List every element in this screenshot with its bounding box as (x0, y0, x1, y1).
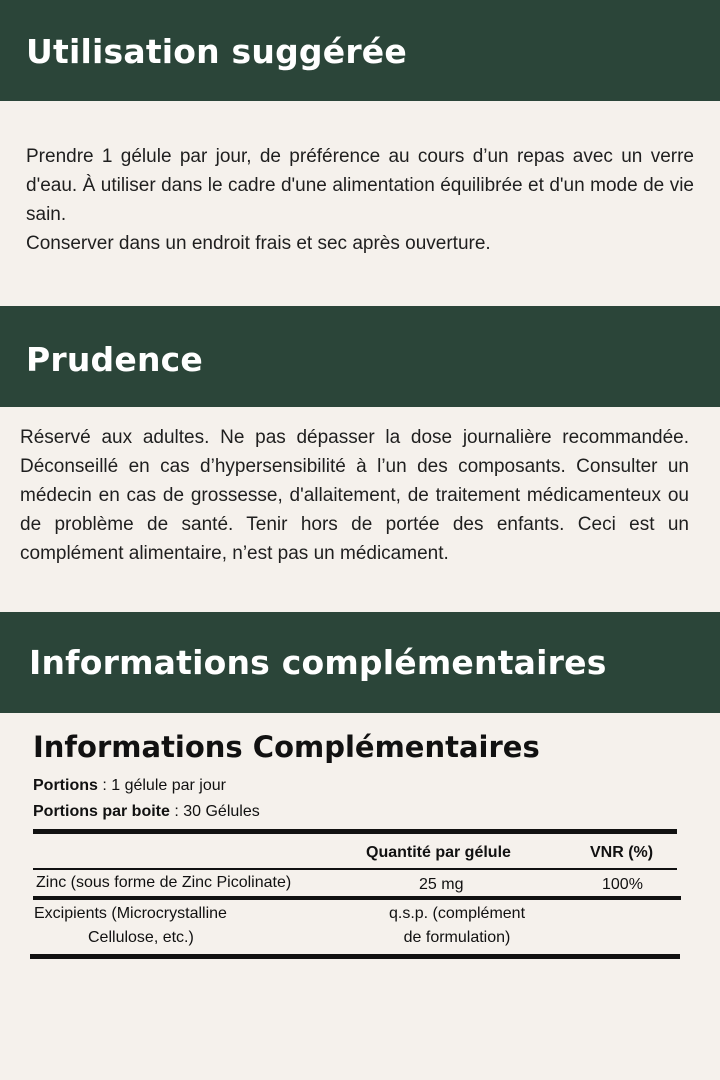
row-excipients-name-line1: Excipients (Microcrystalline (34, 905, 227, 922)
portions-box-line (33, 803, 260, 821)
usage-title: Utilisation suggérée (26, 32, 407, 71)
row-excipients-quantity (362, 902, 552, 950)
caution-header (0, 306, 720, 407)
caution-title: Prudence (26, 340, 203, 379)
usage-paragraph-1: Prendre 1 gélule par jour, de préférence au cours d’un repas avec un verre d'eau. À utiliser dans le cadre d'une alimentation équilibrée et d'un mode de vie sain. (26, 146, 694, 225)
portions-line (33, 777, 226, 795)
info-band-title: Informations complémentaires (29, 643, 607, 682)
usage-paragraph-2: Conserver dans un endroit frais et sec après ouverture. (26, 233, 491, 254)
table-rule-top (33, 829, 677, 834)
row-excipients-name (34, 902, 334, 950)
row-zinc-quantity: 25 mg (419, 876, 464, 893)
row-excipients-qty-line2: de formulation) (403, 929, 511, 946)
row-excipients-name-line2: Cellulose, etc.) (88, 929, 194, 946)
caution-text (20, 423, 689, 568)
usage-header (0, 0, 720, 101)
portions-value: : 1 gélule par jour (97, 777, 226, 794)
table-rule-middle (33, 896, 681, 900)
table-rule-header (33, 868, 677, 870)
table-rule-bottom (30, 954, 680, 959)
info-title: Informations Complémentaires (33, 730, 540, 764)
caution-paragraph: Réservé aux adultes. Ne pas dépasser la dose journalière recommandée. Déconseillé en cas d’hypersensibilité à l’un des composants. Consulter un médecin en cas de grossesse, d'allaitement, de traitement médicamenteux ou de problème de santé. Tenir hors de portée des enfants. Ceci est un complément alimentaire, n’est pas un médicament. (20, 427, 689, 564)
row-zinc-name: Zinc (sous forme de Zinc Picolinate) (36, 874, 292, 891)
portions-box-label: Portions par boite (33, 803, 170, 820)
row-excipients-qty-line1: q.s.p. (complément (388, 905, 526, 922)
row-zinc-vnr: 100% (602, 876, 643, 893)
portions-label: Portions (33, 777, 98, 794)
header-quantity: Quantité par gélule (366, 844, 511, 861)
header-vnr: VNR (%) (590, 844, 654, 861)
info-header (0, 612, 720, 713)
portions-box-value: : 30 Gélules (169, 803, 260, 820)
usage-text (26, 142, 694, 258)
